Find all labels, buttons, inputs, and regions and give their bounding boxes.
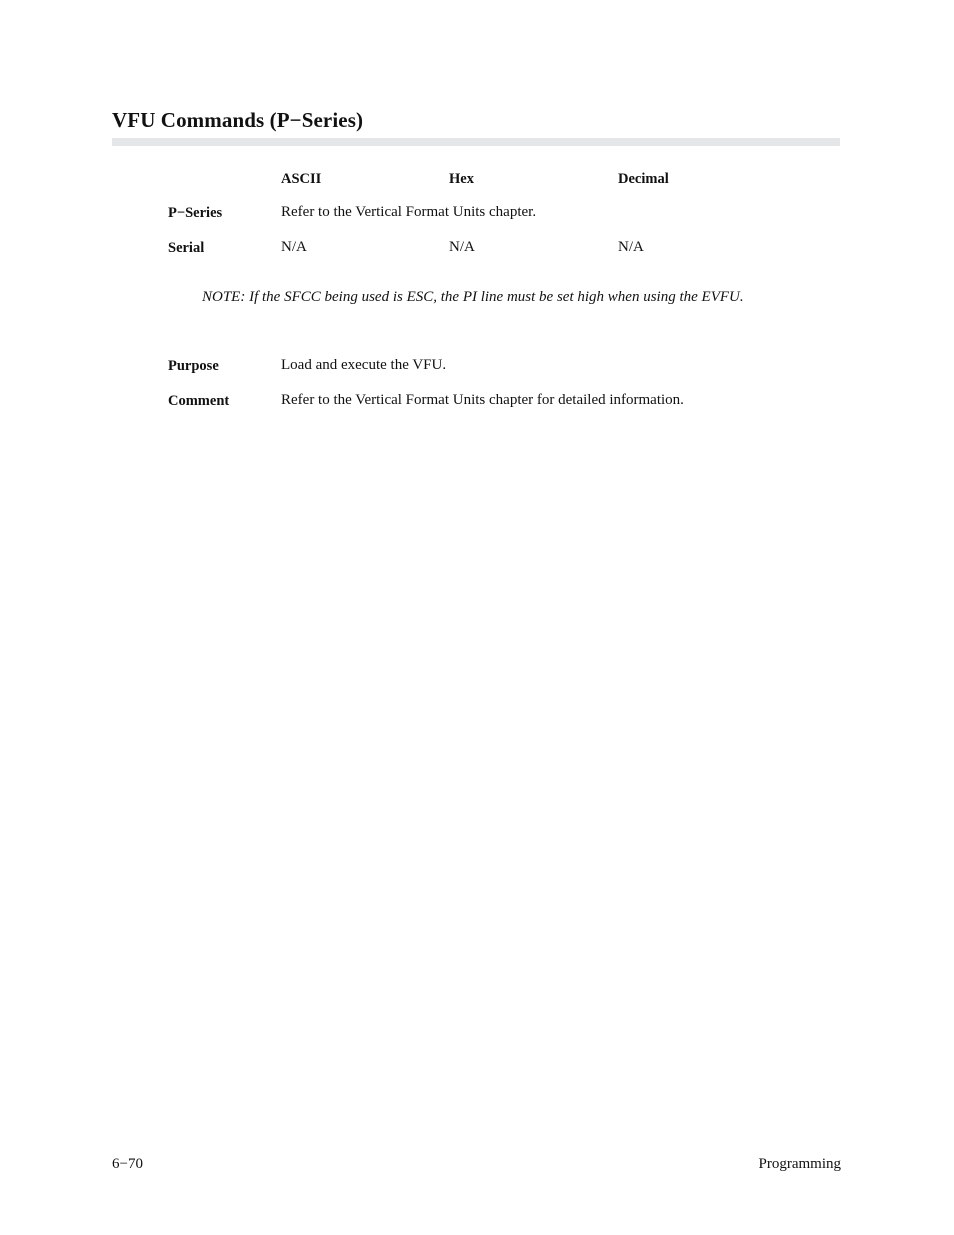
- column-header-ascii: ASCII: [281, 171, 322, 187]
- row-label-serial: Serial: [168, 240, 205, 256]
- purpose-label: Purpose: [168, 358, 219, 374]
- purpose-text: Load and execute the VFU.: [281, 357, 447, 373]
- column-header-hex: Hex: [449, 171, 474, 187]
- column-header-decimal: Decimal: [618, 171, 669, 187]
- page-title: VFU Commands (P−Series): [112, 108, 364, 132]
- serial-decimal-value: N/A: [618, 239, 644, 255]
- serial-hex-value: N/A: [449, 239, 475, 255]
- serial-ascii-value: N/A: [281, 239, 307, 255]
- footer-section: Programming: [758, 1156, 841, 1172]
- row-label-p-series: P−Series: [168, 205, 223, 221]
- page-number: 6−70: [112, 1156, 143, 1172]
- title-rule: [112, 138, 840, 146]
- comment-text: Refer to the Vertical Format Units chapter for detailed information.: [281, 392, 684, 408]
- note-text: NOTE: If the SFCC being used is ESC, the PI line must be set high when using the EVFU.: [202, 289, 744, 305]
- comment-label: Comment: [168, 393, 230, 409]
- row-text-p-series: Refer to the Vertical Format Units chapter.: [281, 204, 537, 220]
